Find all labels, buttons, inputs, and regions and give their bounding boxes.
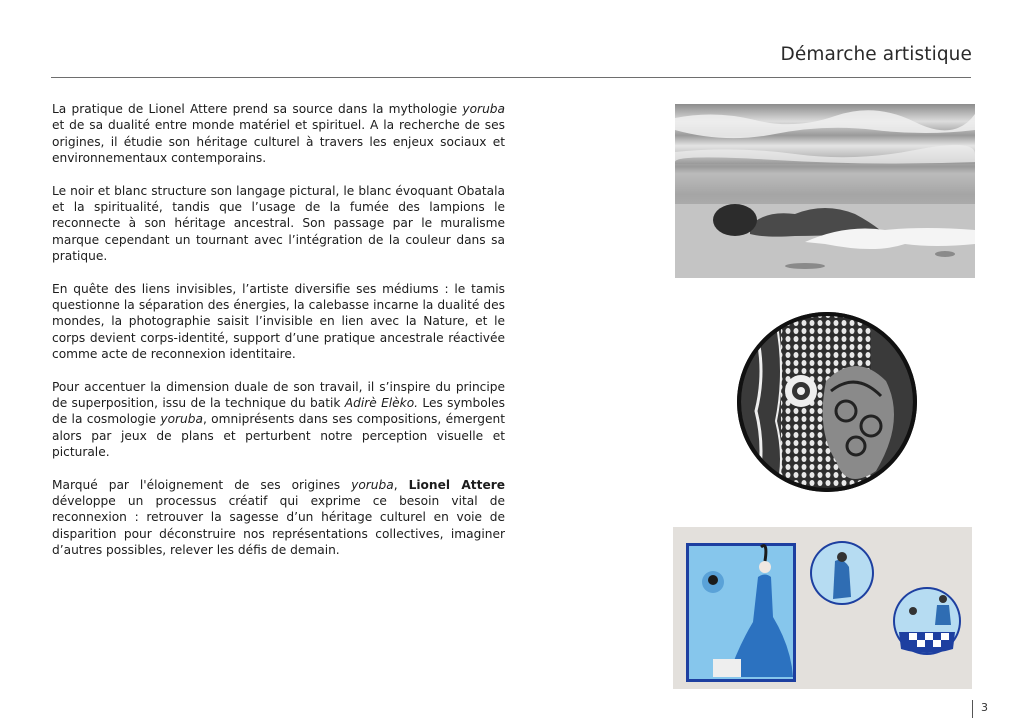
text-span: La pratique de Lionel Attere prend sa source dans la mythologie	[52, 102, 463, 116]
round-artwork-illustration	[736, 311, 918, 493]
text-span: ,	[393, 477, 409, 492]
text-span: Les symboles de la cosmologie	[52, 395, 505, 427]
round-painted-artwork	[736, 311, 918, 493]
page-number: 3	[981, 701, 988, 714]
page-number-divider	[972, 700, 973, 718]
paragraph-5	[52, 477, 505, 558]
text-bold: Lionel Attere	[408, 477, 505, 492]
text-span: développe un processus créatif qui exprime ce besoin vital de reconnexion : retrouver la sagesse d’un héritage culturel en voie de disparition pour déconstruire nos représentations collectives, imaginer d’autres possibles, relever les défis de demain.	[52, 493, 505, 557]
exhibition-illustration	[673, 527, 972, 689]
text-span: , omniprésents dans ses compositions, émergent alors par jeux de plans et perturbent notre perception visuelle et picturale.	[52, 412, 506, 459]
blue-paintings-exhibition	[673, 527, 972, 689]
text-italic: yoruba	[462, 102, 505, 116]
page-title: Démarche artistique	[780, 44, 972, 65]
beach-photograph	[675, 104, 975, 278]
body-text	[52, 101, 505, 558]
paragraph-1	[52, 101, 505, 166]
text-span: et de sa dualité entre monde matériel et spirituel. A la recherche de ses origines, il étudie son héritage culturel à travers les enjeux sociaux et environnementaux contemporains.	[52, 118, 505, 165]
text-span: Pour accentuer la dimension duale de son travail, il s’inspire du principe de superposition, issu de la technique du batik	[52, 379, 505, 410]
text-italic: yoruba	[160, 412, 203, 427]
paragraph-4	[52, 379, 505, 460]
beach-photo-illustration	[675, 104, 975, 278]
header-divider	[51, 77, 971, 78]
text-italic: yoruba	[351, 477, 394, 492]
text-italic: Adirè Elèko.	[344, 395, 419, 410]
paragraph-3: En quête des liens invisibles, l’artiste diversifie ses médiums : le tamis questionne la séparation des énergies, la calebasse incarne la dualité des mondes, la photographie saisit l’invisible en lien avec la Nature, et le corps devient corps-identité, support d’une pratique ancestrale réactivée comme acte de reconnexion identitaire.	[52, 281, 505, 361]
text-span: Marqué par l'éloignement de ses origines	[52, 477, 352, 492]
paragraph-2: Le noir et blanc structure son langage pictural, le blanc évoquant Obatala et la spiritualité, tandis que l’usage de la fumée des lampions le reconnecte à son héritage ancestral. Son passage par le muralisme marque cependant un tournant avec l’intégration de la couleur dans sa pratique.	[52, 183, 505, 263]
